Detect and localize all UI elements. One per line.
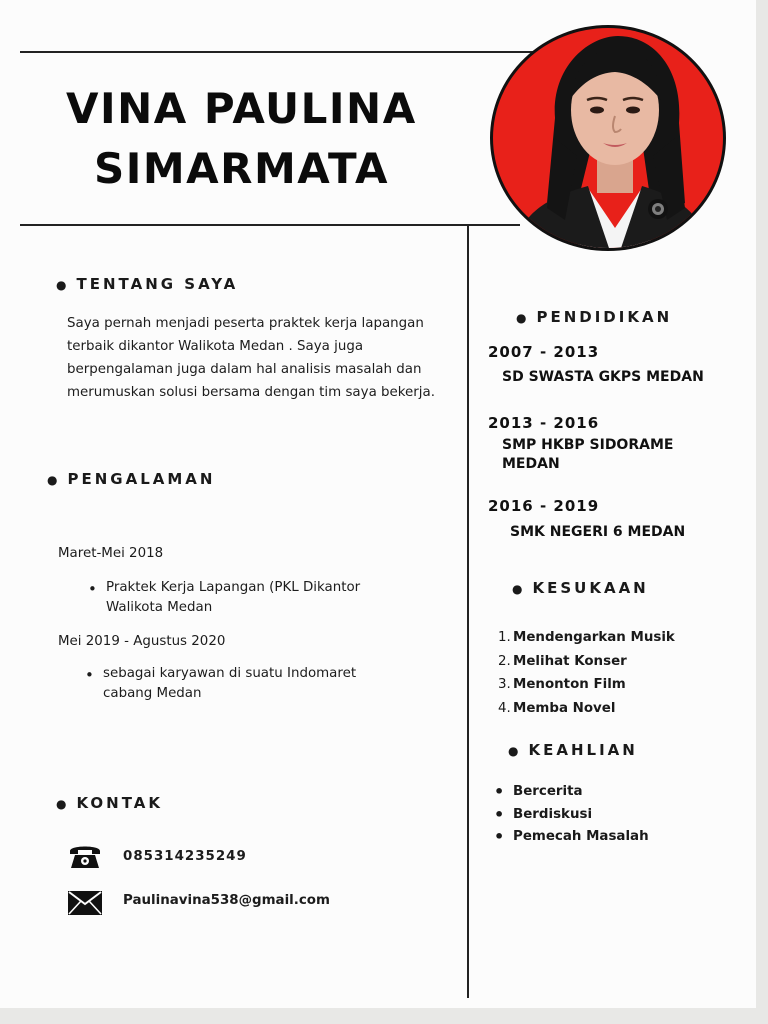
hobby-item: 2. Melihat Konser [498, 653, 627, 669]
experience-desc-1-cont: Walikota Medan [106, 600, 213, 615]
section-title-contact: ● KONTAK [56, 794, 164, 812]
section-title-experience: ● PENGALAMAN [47, 470, 216, 488]
education-years-1: 2007 - 2013 [488, 343, 600, 361]
name-line-1: VINA PAULINA [66, 84, 417, 133]
hobby-item: 3. Menonton Film [498, 677, 626, 692]
profile-photo [490, 25, 726, 251]
header-bottom-rule [20, 224, 520, 226]
envelope-icon [68, 891, 102, 915]
skill-item: • Bercerita [513, 781, 649, 804]
name-line-2: SIMARMATA [94, 144, 389, 193]
experience-period-1: Maret-Mei 2018 [58, 546, 164, 561]
section-title-education: ● PENDIDIKAN [516, 308, 673, 326]
education-school-3: SMK NEGERI 6 MEDAN [510, 524, 686, 540]
skills-list [513, 781, 649, 849]
hobby-item: 4. Memba Novel [498, 700, 616, 716]
contact-phone[interactable]: 085314235249 [123, 849, 247, 864]
education-school-2-cont: MEDAN [502, 456, 560, 472]
about-text: Saya pernah menjadi peserta praktek kerja lapangan terbaik dikantor Walikota Medan . Saya juga berpengalaman juga dalam hal analisis masalah dan merumuskan solusi bersama dengan tim saya bekerja. [67, 316, 435, 400]
contact-email[interactable]: Paulinavina538@gmail.com [123, 893, 330, 908]
hobby-item: 1. Mendengarkan Musik [498, 630, 675, 645]
skill-item: • Berdiskusi [513, 804, 649, 827]
experience-period-2: Mei 2019 - Agustus 2020 [58, 634, 226, 649]
column-divider [467, 226, 469, 998]
education-years-3: 2016 - 2019 [488, 497, 600, 515]
portrait-illustration [493, 28, 726, 251]
section-title-about: ● TENTANG SAYA [56, 275, 239, 293]
header-top-rule [20, 51, 560, 53]
section-title-skills: ● KEAHLIAN [508, 741, 638, 759]
section-title-hobbies: ● KESUKAAN [512, 579, 649, 597]
education-years-2: 2013 - 2016 [488, 414, 600, 432]
education-school-2: SMP HKBP SIDORAME [502, 437, 674, 453]
skill-item: • Pemecah Masalah [513, 826, 649, 849]
telephone-icon [68, 843, 102, 869]
experience-desc-2-cont: cabang Medan [103, 686, 202, 701]
experience-desc-1: • Praktek Kerja Lapangan (PKL Dikantor [106, 580, 360, 595]
education-school-1: SD SWASTA GKPS MEDAN [502, 369, 704, 385]
hobbies-list [498, 626, 675, 720]
experience-desc-2: • sebagai karyawan di suatu Indomaret [103, 666, 356, 681]
